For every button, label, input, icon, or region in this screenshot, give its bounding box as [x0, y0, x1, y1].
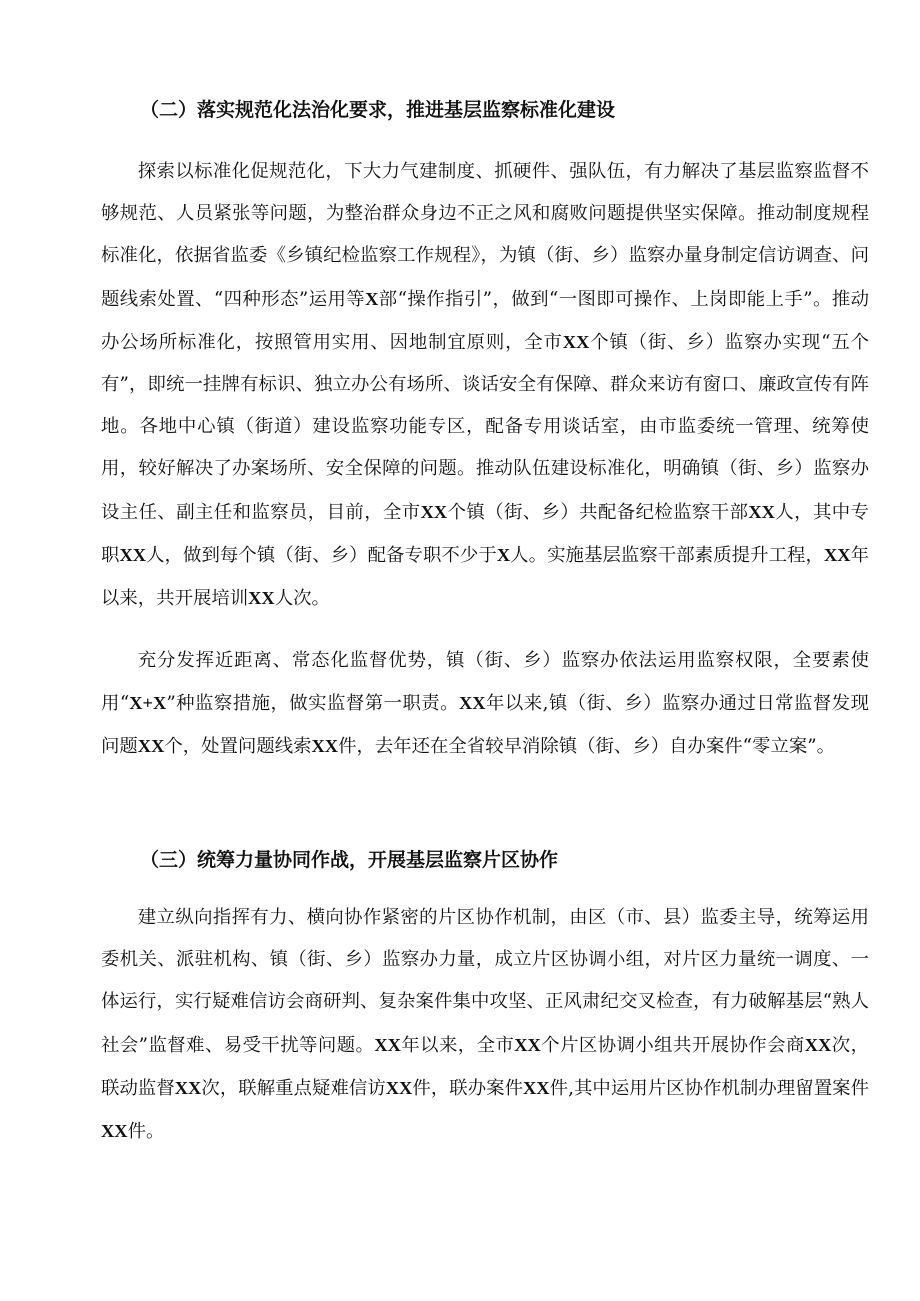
- placeholder-token: XX: [101, 1121, 128, 1142]
- placeholder-token: XX: [514, 1034, 541, 1055]
- placeholder-token: XX: [804, 1034, 832, 1055]
- section-three-paragraph-1: 建立纵向指挥有力、横向协作紧密的片区协作机制，由区（市、县）监委主导，统筹运用委机关、派驻机构、镇（街、乡）监察办力量，成立片区协调小组，对片区力量统一调度、一体运行，实行疑难信访会商研判、复杂案件集中攻坚、正风肃纪交叉检查，有力破解基层“熟人社会”监督难、易受干扰等问题。XX年以来，全市XX个片区协调小组共开展协作会商XX次，联动监督XX次，联解重点疑难信访XX件，联办案件XX件,其中运用片区协作机制办理留置案件XX件。: [101, 907, 869, 1143]
- placeholder-token: XX: [174, 1077, 202, 1098]
- placeholder-token: XX: [459, 693, 486, 714]
- placeholder-token: XX: [374, 1034, 401, 1055]
- section-two-paragraph-1: 探索以标准化促规范化，下大力气建制度、抓硬件、强队伍，有力解决了基层监察监督不够规范、人员紧张等问题，为整治群众身边不正之风和腐败问题提供坚实保障。推动制度规程标准化，依据省监委《乡镇纪检监察工作规程》，为镇（街、乡）监察办量身制定信访调查、问题线索处置、“四种形态”运用等X部“操作指引”，做到“一图即可操作、上岗即能上手”。推动办公场所标准化，按照管用实用、因地制宜原则，全市XX个镇（街、乡）监察办实现“五个有”，即统一挂牌有标识、独立办公有场所、谈话安全有保障、群众来访有窗口、廉政宣传有阵地。各地中心镇（街道）建设监察功能专区，配备专用谈话室，由市监委统一管理、统筹使用，较好解决了办案场所、安全保障的问题。推动队伍建设标准化，明确镇（街、乡）监察办设主任、副主任和监察员，目前，全市XX个镇（街、乡）共配备纪检监察干部XX人，其中专职XX人，做到每个镇（街、乡）配备专职不少于X人。实施基层监察干部素质提升工程，XX年以来，共开展培训XX人次。: [101, 161, 869, 610]
- placeholder-token: XX: [311, 736, 339, 757]
- placeholder-token: XX: [562, 331, 590, 352]
- placeholder-token: XX: [119, 544, 147, 565]
- placeholder-token: XX: [420, 501, 448, 522]
- placeholder-token: X: [496, 544, 511, 565]
- section-three-heading: （三）统筹力量协同作战，开展基层监察片区协作: [140, 849, 559, 871]
- placeholder-token: XX: [385, 1077, 413, 1098]
- placeholder-token: XX: [137, 736, 165, 757]
- placeholder-token: XX: [523, 1077, 550, 1098]
- placeholder-token: XX: [823, 544, 851, 565]
- placeholder-token: X: [365, 288, 379, 309]
- placeholder-token: XX: [748, 501, 775, 522]
- placeholder-token: XX: [248, 588, 275, 609]
- placeholder-token: X+X: [129, 693, 167, 714]
- section-two-paragraph-2: 充分发挥近距离、常态化监督优势，镇（街、乡）监察办依法运用监察权限，全要素使用“X+X”种监察措施，做实监督第一职责。XX年以来,镇（街、乡）监察办通过日常监督发现问题XX个，处置问题线索XX件，去年还在全省较早消除镇（街、乡）自办案件“零立案”。: [101, 650, 869, 758]
- section-two-heading: （二）落实规范化法治化要求，推进基层监察标准化建设: [140, 99, 616, 121]
